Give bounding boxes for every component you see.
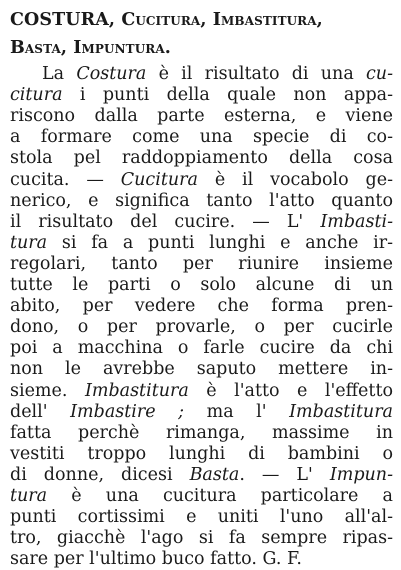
text-segment: a formare come una specie di co- xyxy=(10,127,393,148)
text-line xyxy=(10,381,393,402)
text-segment: . — L' xyxy=(239,464,330,485)
text-line xyxy=(10,233,393,254)
text-segment: vestiti troppo lunghi di bambini o xyxy=(10,443,393,464)
text-line xyxy=(10,191,393,212)
text-line xyxy=(10,423,393,444)
text-line xyxy=(10,127,393,148)
text-line xyxy=(10,359,393,380)
text-segment: non le avrebbe saputo mettere in- xyxy=(10,359,393,380)
text-segment: è una cucitura particolare a xyxy=(47,486,393,506)
heading-term-cucitura: Cucitura xyxy=(121,10,201,30)
text-segment: tutte le parti o solo alcune di un xyxy=(10,275,393,295)
italic-term: cu- xyxy=(366,64,393,84)
text-segment: ma l' xyxy=(184,401,290,422)
text-line xyxy=(10,507,393,528)
text-segment: La xyxy=(42,64,77,84)
heading-term-basta: Basta xyxy=(10,38,61,58)
text-segment: i punti della quale non appa- xyxy=(62,85,393,106)
text-segment: il risultato del cucire. — L' xyxy=(10,211,321,232)
text-line xyxy=(10,254,393,275)
heading-separator: , xyxy=(200,10,213,30)
text-segment: cucita. — xyxy=(10,169,121,190)
text-segment: stola pel raddoppiamento della cosa xyxy=(10,148,393,169)
text-line xyxy=(10,338,393,359)
text-segment: poi a macchina o farle cucire da chi xyxy=(10,338,393,359)
italic-term: citura xyxy=(10,85,63,106)
text-line xyxy=(10,85,393,106)
text-segment: si fa a punti lunghi e anche ir- xyxy=(47,232,393,253)
heading-separator: , xyxy=(60,38,74,58)
text-line xyxy=(10,402,393,423)
text-line xyxy=(10,444,393,465)
text-line xyxy=(10,170,393,191)
text-segment: riscono dalla parte esterna, e viene xyxy=(10,106,393,127)
text-segment: è l'atto e l'effetto xyxy=(188,380,394,401)
italic-term: tura xyxy=(10,486,48,506)
text-line xyxy=(10,549,393,570)
text-line xyxy=(42,64,393,85)
text-line xyxy=(10,486,393,507)
text-segment: dono, o per provarle, o per cucirle xyxy=(10,317,393,338)
text-segment: di donne, dicesi xyxy=(10,464,190,485)
text-segment: punti cortissimi e uniti l'uno all'al- xyxy=(10,507,393,528)
heading-term-imbastitura: Imbastitura xyxy=(212,10,317,30)
text-segment: nerico, e significa tanto l'atto quanto xyxy=(10,190,393,211)
heading-end: . xyxy=(164,38,171,58)
text-segment: tro, giacchè l'ago si fa sempre ripas- xyxy=(10,528,393,549)
heading-term-impuntura: Impuntura xyxy=(73,38,165,58)
text-segment: sare per l'ultimo buco fatto. G. F. xyxy=(10,549,302,570)
italic-term: Imbastire ; xyxy=(70,401,185,422)
text-line xyxy=(10,148,393,169)
text-segment: è il risultato di una xyxy=(146,64,366,84)
italic-term: Impun- xyxy=(329,464,393,485)
italic-term: Costura xyxy=(76,64,147,84)
text-segment: dell' xyxy=(10,401,71,422)
entry-heading xyxy=(10,6,394,62)
text-line xyxy=(10,528,393,549)
text-segment: regolari, tanto per riunire insieme xyxy=(10,253,393,274)
text-segment: sieme. xyxy=(10,380,85,401)
italic-term: Imbastitura xyxy=(84,380,189,401)
text-line xyxy=(10,275,393,296)
italic-term: Imbastitura xyxy=(289,401,393,422)
italic-term: Basta xyxy=(189,464,240,485)
italic-term: tura xyxy=(10,232,48,253)
heading-separator: , xyxy=(108,10,122,30)
italic-term: Imbasti- xyxy=(320,211,393,232)
text-line xyxy=(10,212,393,233)
text-line xyxy=(10,317,393,338)
text-segment: è il vocabolo ge- xyxy=(197,169,393,190)
text-segment: fatta perchè rimanga, massime in xyxy=(10,422,393,443)
italic-term: Cucitura xyxy=(120,169,198,190)
text-line xyxy=(10,465,393,486)
heading-main-term: COSTURA xyxy=(10,10,109,30)
text-line xyxy=(10,106,393,127)
heading-separator: , xyxy=(316,10,323,30)
text-segment: abito, per vedere che forma pren- xyxy=(10,296,393,317)
text-line xyxy=(10,296,393,317)
